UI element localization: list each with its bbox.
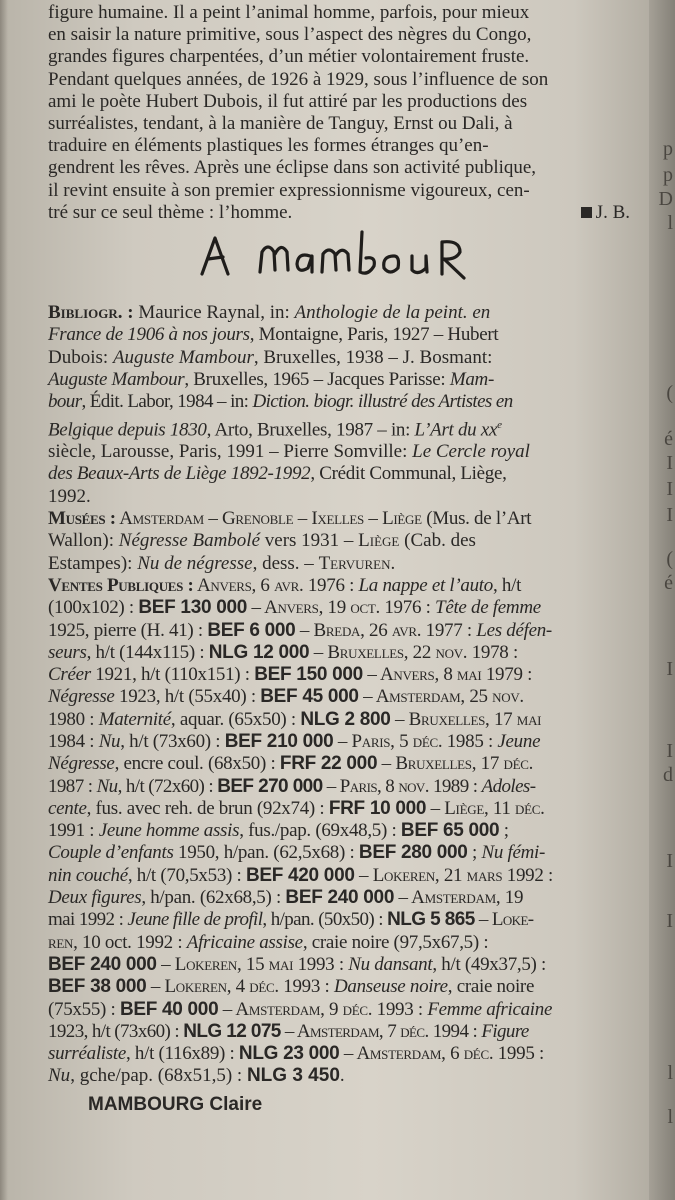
sale-venue: – Bruxelles, 17 mai — [390, 708, 542, 730]
artwork-title: Nu — [96, 775, 118, 797]
signature-image — [198, 228, 538, 298]
museum-list: Amsterdam – Grenoble – Ixelles – Liège — [115, 508, 422, 530]
margin-glyph: I — [666, 452, 673, 474]
sale-price: BEF 45 000 — [260, 686, 359, 708]
text-line — [48, 642, 630, 664]
text-line — [48, 530, 630, 552]
text-line — [48, 1065, 630, 1087]
sale-text: (75x55) : — [48, 998, 120, 1020]
artwork-title: Négresse — [48, 686, 115, 708]
sale-price: NLG 3 450 — [246, 1065, 340, 1087]
text-line — [48, 865, 630, 887]
margin-glyph: l — [667, 212, 673, 234]
sale-text: 1950, h/pan. (62,5x68) : — [173, 842, 359, 864]
bib-title: L’Art du xx — [414, 418, 498, 440]
sales-label: Ventes Publiques : — [48, 574, 194, 596]
bib-text: , Bruxelles, 1938 – J. Bosmant: — [253, 346, 493, 368]
museum-text: (Cab. des — [399, 530, 476, 552]
sale-text: mai 1992 : — [48, 909, 128, 931]
bib-title: Belgique depuis 1830 — [48, 418, 207, 440]
text-line — [48, 553, 630, 575]
text-line — [48, 976, 630, 998]
sale-price: BEF 420 000 — [245, 864, 355, 886]
text-line: il revint ensuite à son premier expressionnisme vigoureux, cen- — [48, 179, 530, 201]
bib-title: Anthologie de la peint. en — [294, 302, 491, 324]
text-line — [48, 575, 630, 597]
artwork-title: Maternité — [98, 708, 171, 730]
sale-price: BEF 240 000 — [285, 887, 395, 909]
artwork-title: Africaine assise — [186, 931, 303, 953]
artwork-title: Jeune — [497, 731, 541, 752]
bib-text: Maurice Raynal, in: — [133, 302, 295, 324]
bib-text: , Arto, Bruxelles, 1987 – in: — [206, 418, 415, 440]
sale-text: , fus. avec reh. de brun (92x74) : — [86, 797, 329, 819]
sale-text: , h/t (144x115) : — [86, 641, 209, 663]
text-line — [48, 347, 630, 369]
sale-price: FRF 22 000 — [279, 753, 378, 775]
text-line — [48, 1021, 630, 1043]
artwork-title: Nu — [98, 731, 121, 752]
sale-venue: – Paris, 5 déc. 1985 : — [333, 731, 498, 752]
artwork-title: cente — [48, 797, 87, 819]
text-line — [48, 369, 630, 391]
text-line — [48, 597, 630, 619]
sale-price: BEF 6 000 — [207, 619, 296, 641]
sale-text: 1923, h/t (55x40) : — [114, 686, 261, 708]
museum-text: . — [390, 552, 396, 574]
margin-glyph: d — [663, 764, 673, 786]
artist-signature — [48, 224, 630, 302]
bib-title: Mam- — [449, 368, 495, 390]
bib-text: , Bruxelles, 1965 – Jacques Parisse: — [184, 368, 450, 390]
text-line — [48, 486, 630, 508]
text-line — [48, 686, 630, 708]
margin-glyph: p — [663, 138, 673, 160]
sale-text: 1980 : — [48, 708, 99, 730]
text-line — [48, 932, 630, 954]
text-line: gendrent les rêves. Après une éclipse dans son activité publique, — [48, 157, 537, 179]
margin-glyph: l — [667, 1106, 673, 1128]
text-line — [48, 798, 630, 820]
artwork-title: seurs — [48, 641, 87, 663]
margin-glyph: I — [666, 478, 673, 500]
sale-venue: – Amsterdam, 19 — [394, 887, 524, 909]
sale-text: , aquar. (65x50) : — [170, 708, 301, 730]
sale-venue: – Paris, 8 nov. 1989 : — [322, 775, 482, 797]
margin-glyph: I — [666, 504, 673, 526]
artwork-title: La nappe et l’auto — [358, 574, 493, 596]
sale-text: 1987 : — [48, 775, 97, 797]
sale-price: BEF 240 000 — [48, 953, 157, 975]
artwork-title: Nu dansant — [348, 953, 433, 975]
text-line — [48, 842, 630, 864]
sale-text: , h/t (73x60) : — [120, 731, 225, 752]
bib-title: bour — [48, 391, 82, 413]
sale-venue: – Anvers, 19 oct. 1976 : — [247, 597, 436, 619]
artwork-title: Couple d’enfants — [48, 842, 174, 864]
sale-price: BEF 150 000 — [254, 664, 363, 686]
bibliography-label: Bibliogr. : — [48, 302, 134, 324]
text-line — [48, 391, 630, 413]
margin-glyph: p — [663, 164, 673, 186]
author-signoff — [581, 202, 630, 224]
artwork-title: Jeune homme assis — [98, 820, 240, 842]
text-line — [48, 909, 630, 931]
sale-price: NLG 2 800 — [300, 708, 391, 730]
sale-text: , fus./pap. (69x48,5) : — [239, 820, 401, 842]
text-line — [48, 1043, 630, 1065]
sale-text: 1984 : — [48, 731, 99, 752]
artwork-title: Jeune fille de profil — [127, 909, 263, 931]
sale-price: NLG 5 865 — [387, 909, 475, 931]
text-column — [48, 2, 630, 1116]
sale-text: , h/t — [492, 574, 522, 596]
sale-venue: – Amsterdam, 6 déc. 1995 : — [339, 1043, 544, 1065]
margin-glyph: ( — [666, 548, 673, 570]
sale-text: 1925, pierre (H. 41) : — [48, 619, 208, 641]
sale-text: , encre coul. (68x50) : — [114, 753, 280, 775]
sale-price: BEF 210 000 — [224, 731, 334, 752]
sale-price: NLG 12 000 — [208, 641, 310, 663]
text-line — [48, 508, 630, 530]
text-line: Pendant quelques années, de 1926 à 1929, sous l’influence de son — [48, 68, 549, 90]
margin-glyph: l — [667, 1062, 673, 1084]
sale-venue: – Lokeren, 21 mars 1992 : — [354, 864, 554, 886]
sale-text: . — [339, 1065, 345, 1087]
text-line — [48, 324, 630, 346]
margin-glyph: é — [664, 428, 673, 450]
artwork-title: Deux figures — [48, 887, 142, 909]
museums-label: Musées : — [48, 508, 116, 530]
text-line: tré sur ce seul thème : l’homme. — [48, 201, 293, 223]
bib-title: Diction. biogr. illustré des Artistes en — [252, 391, 513, 413]
sale-text: (100x102) : — [48, 597, 139, 619]
margin-glyph: I — [666, 910, 673, 932]
sale-venue: ren — [48, 931, 74, 953]
margin-glyph: I — [666, 658, 673, 680]
bib-text: , Édit. Labor, 1984 – in: — [81, 391, 253, 413]
author-initials: J. B. — [595, 201, 630, 223]
sale-text: 1923, h/t (73x60) : — [48, 1020, 184, 1042]
sale-venue: Anvers, 6 avr. 1976 : — [193, 574, 359, 596]
artwork-title: Négresse — [48, 753, 115, 775]
margin-glyph: I — [666, 850, 673, 872]
sale-text: , h/t (116x89) : — [125, 1043, 239, 1065]
sale-venue: – Liège, 11 déc. — [426, 797, 545, 819]
sale-venue: – Amsterdam, 25 nov. — [358, 686, 524, 708]
text-line: surréalistes, tendant, à la manière de Tanguy, Ernst ou Dali, à — [48, 113, 513, 135]
text-line — [48, 731, 630, 753]
sale-price: NLG 23 000 — [238, 1043, 340, 1065]
sale-text: , h/t (70,5x53) : — [127, 864, 246, 886]
text-line — [48, 709, 630, 731]
sale-text: 1991 : — [48, 820, 99, 842]
sale-venue: – Lokeren, 15 mai 1993 : — [156, 953, 349, 975]
biography-paragraph — [48, 2, 630, 224]
sale-price: NLG 12 075 — [183, 1020, 281, 1042]
museum-text: (Mus. de l’Art — [421, 508, 532, 530]
text-line — [48, 776, 630, 798]
text-line — [48, 664, 630, 686]
bib-text: , Crédit Communal, Liège, — [310, 463, 507, 485]
bib-title: Auguste Mambour — [112, 346, 254, 368]
sale-text: ; — [467, 842, 482, 864]
sale-price: BEF 280 000 — [358, 842, 468, 864]
text-line — [48, 620, 630, 642]
sale-text: ; — [499, 820, 509, 842]
bib-text: Dubois: — [48, 346, 113, 368]
adjacent-column-edge — [649, 0, 675, 1200]
sale-venue: – Breda, 26 avr. 1977 : — [295, 619, 477, 641]
text-line — [48, 302, 630, 324]
text-line: ami le poète Hubert Dubois, il fut attiré par les productions des — [48, 90, 528, 112]
artwork-title: Adoles- — [481, 775, 536, 797]
sale-venue: – Anvers, 8 mai 1979 : — [362, 664, 533, 686]
text-line — [48, 954, 630, 976]
bib-title: des Beaux-Arts de Liège 1892-1992 — [48, 463, 311, 485]
museum-name: Tervuren — [318, 552, 391, 574]
artwork-title: Danseuse noire — [333, 976, 448, 998]
artwork-title: Négresse Bambolé — [118, 530, 261, 552]
sale-text: , h/pan. (50x50) : — [262, 909, 388, 931]
margin-glyph: I — [666, 740, 673, 762]
text-line — [48, 463, 630, 485]
bib-text: siècle — [48, 441, 92, 463]
bib-text: 1992. — [48, 485, 91, 507]
text-line: figure humaine. Il a peint l’animal homme, parfois, pour mieux — [48, 2, 530, 23]
bib-title: Auguste Mambour — [48, 368, 185, 390]
page-gutter-shadow — [0, 0, 8, 1200]
artwork-title: Nu fémi- — [481, 842, 546, 864]
artwork-title: Femme africaine — [427, 998, 553, 1020]
bib-title: Le Cercle royal — [412, 441, 530, 463]
museums-section — [48, 508, 630, 575]
sale-venue: – Amsterdam, 7 déc. 1994 : — [280, 1020, 482, 1042]
sale-text: , h/t (49x37,5) : — [432, 953, 547, 975]
artwork-title: Les défen- — [476, 619, 552, 641]
margin-glyph: é — [664, 572, 673, 594]
sale-venue: – Bruxelles, 22 nov. 1978 : — [309, 641, 518, 663]
bib-text: , Montaigne, Paris, 1927 – Hubert — [249, 324, 499, 346]
text-line — [48, 999, 630, 1021]
artwork-title: Nu — [48, 1065, 71, 1087]
next-entry-heading: MAMBOURG Claire — [88, 1093, 263, 1115]
artwork-title: surréaliste — [48, 1043, 126, 1065]
sale-price: BEF 38 000 — [48, 976, 147, 998]
sale-text: , craie noire (97,5x67,5) : — [302, 931, 489, 953]
bib-superscript: e — [497, 418, 502, 431]
bib-text: , Larousse, Paris, 1991 – Pierre Somville: — [91, 441, 413, 463]
museum-text: , dess. – — [252, 552, 319, 574]
sale-price: FRF 10 000 — [328, 797, 427, 819]
sale-text: , craie noire — [447, 976, 535, 998]
sale-text: , h/pan. (62x68,5) : — [141, 887, 286, 909]
text-line — [48, 414, 630, 442]
sale-price: BEF 270 000 — [217, 775, 323, 797]
sale-venue: – Loke- — [474, 909, 534, 931]
text-line — [48, 887, 630, 909]
sale-venue: – Lokeren, 4 déc. 1993 : — [146, 976, 334, 998]
museum-text: Wallon): — [48, 530, 119, 552]
sale-venue: – Amsterdam, 9 déc. 1993 : — [218, 998, 428, 1020]
artwork-title: Créer — [48, 664, 91, 686]
public-sales-section — [48, 575, 630, 1088]
text-line — [48, 441, 630, 463]
sale-text: , 10 oct. 1992 : — [73, 931, 187, 953]
margin-glyph: D — [658, 188, 673, 210]
artwork-title: Nu de négresse — [137, 552, 253, 574]
sale-text: 1921, h/t (110x151) : — [90, 664, 255, 686]
artwork-title: nin couché — [48, 864, 128, 886]
text-line: en saisir la nature primitive, sous l’aspect des nègres du Congo, — [48, 24, 532, 46]
sale-venue: – Bruxelles, 17 déc. — [377, 753, 534, 775]
sale-price: BEF 65 000 — [400, 820, 500, 842]
sale-text: , h/t (72x60) : — [117, 775, 218, 797]
margin-glyph: ( — [666, 382, 673, 404]
bibliography-section — [48, 302, 630, 508]
text-line — [48, 820, 630, 842]
museum-text: Estampes): — [48, 552, 138, 574]
sale-price: BEF 40 000 — [119, 998, 219, 1020]
sale-text: , gche/pap. (68x51,5) : — [70, 1065, 247, 1087]
museum-name: Liège — [358, 530, 400, 552]
text-line: traduire en éléments plastiques les formes étranges qu’en- — [48, 135, 489, 157]
sale-price: BEF 130 000 — [138, 597, 248, 619]
bib-title: France de 1906 à nos jours — [48, 324, 250, 346]
museum-text: vers 1931 – — [260, 530, 359, 552]
text-line — [48, 753, 630, 775]
end-square-icon — [581, 207, 592, 218]
artwork-title: Tête de femme — [435, 597, 541, 619]
artwork-title: Figure — [481, 1020, 529, 1042]
text-line: grandes figures charpentées, d’un métier volontairement fruste. — [48, 46, 530, 68]
